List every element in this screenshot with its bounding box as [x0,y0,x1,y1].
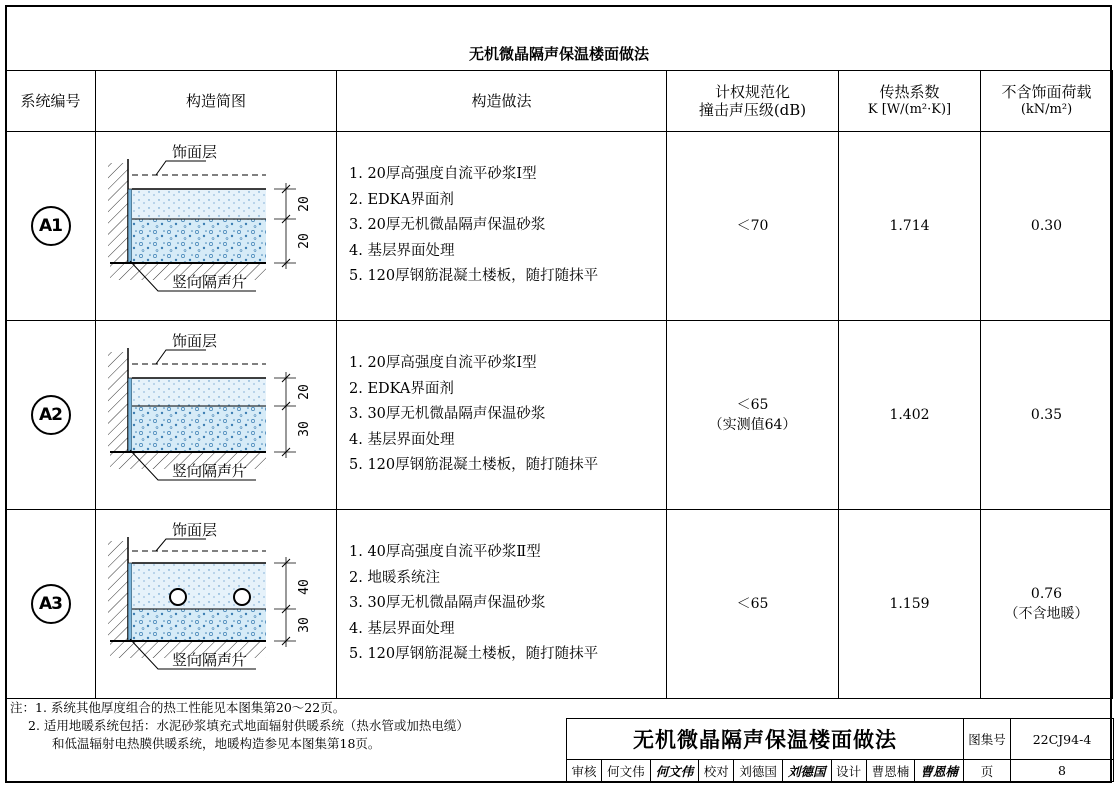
method-step: 5. 120厚钢筋混凝土楼板，随打随抹平 [349,268,599,285]
atlas-number: 22CJ94-4 [1011,719,1114,760]
dimension-top: 40 [297,579,312,595]
design-label: 设计 [831,760,866,782]
dimension-top: 20 [297,384,312,400]
method-step: 3. 20厚无机微晶隔声保温砂浆 [349,217,546,234]
method-step: 2. 地暖系统注 [349,569,440,586]
sound-value: ＜70 [736,218,769,234]
method-step: 3. 30厚无机微晶隔声保温砂浆 [349,406,546,423]
sound-value: ＜65 [736,397,769,413]
header-heat-line2: K [W/(m²·K)] [867,102,952,117]
header-heat [839,71,981,132]
load-note: （不含地暖） [1004,606,1089,622]
method-step: 4. 基层界面处理 [349,431,455,448]
notes [10,699,469,753]
heating-pipe-icon [170,589,186,605]
page-number: 8 [1011,760,1114,782]
section-diagram [96,510,337,699]
page-label: 页 [964,760,1011,782]
dimension-top: 20 [297,196,312,212]
method-step: 3. 30厚无机微晶隔声保温砂浆 [349,595,546,612]
method-step: 1. 20厚高强度自流平砂浆Ⅰ型 [349,355,537,372]
method-step: 2. EDKA界面剂 [349,380,454,397]
section-diagram [96,321,337,510]
header-diagram: 构造简图 [96,71,337,132]
sound-note: （实测值64） [708,417,797,433]
method-step: 5. 120厚钢筋混凝土楼板，随打随抹平 [349,457,599,474]
heating-pipe-icon [234,589,250,605]
table-title: 无机微晶隔声保温楼面做法 [6,36,1113,71]
note-line-2: 2. 适用地暖系统包括：水泥砂浆填充式地面辐射供暖系统（热水管或加热电缆） [28,718,469,733]
system-id-badge: A2 [31,395,71,435]
finish-layer-label: 饰面层 [172,521,218,539]
finish-layer-label: 饰面层 [172,332,218,350]
method-step: 2. EDKA界面剂 [349,191,454,208]
construction-table [5,36,1113,699]
dimension-bottom: 20 [297,233,312,249]
method-step: 4. 基层界面处理 [349,620,455,637]
header-method: 构造做法 [337,71,667,132]
title-block-title: 无机微晶隔声保温楼面做法 [567,719,964,760]
dimension-bottom: 30 [297,421,312,437]
header-sound-line2: 撞击声压级(dB) [698,101,807,119]
method-step: 1. 20厚高强度自流平砂浆Ⅰ型 [349,166,537,183]
load-value: 0.35 [1030,407,1063,423]
table-row [6,132,1113,321]
table-row [6,321,1113,510]
header-sound-line1: 计权规范化 [714,83,790,101]
sound-strip-label: 竖向隔声片 [172,462,248,480]
method-step: 1. 40厚高强度自流平砂浆Ⅱ型 [349,544,541,561]
atlas-label: 图集号 [964,719,1011,760]
heat-value: 1.402 [839,321,981,510]
method-step: 4. 基层界面处理 [349,242,455,259]
load-value: 0.76 [1030,586,1063,602]
finish-layer-label: 饰面层 [172,143,218,161]
designer-signature: 曹恩楠 [915,760,964,782]
load-value: 0.30 [1030,218,1063,234]
header-load [981,71,1113,132]
review-label: 审核 [567,760,602,782]
header-load-line2: (kN/m²) [1020,102,1073,117]
checker-signature: 刘德国 [782,760,831,782]
section-diagram [96,132,337,321]
header-heat-line1: 传热系数 [879,83,940,101]
system-id-badge: A3 [31,584,71,624]
sound-strip-label: 竖向隔声片 [172,651,248,669]
sound-strip-label: 竖向隔声片 [172,273,248,291]
system-id-badge: A1 [31,206,71,246]
reviewer-name: 何文伟 [602,760,651,782]
header-system-no: 系统编号 [6,71,96,132]
heat-value: 1.714 [839,132,981,321]
checker-name: 刘德国 [734,760,783,782]
header-load-line1: 不含饰面荷载 [1001,83,1092,101]
method-step: 5. 120厚钢筋混凝土楼板，随打随抹平 [349,646,599,663]
title-block [566,718,1114,782]
header-sound [667,71,839,132]
check-label: 校对 [699,760,734,782]
dimension-bottom: 30 [297,617,312,633]
reviewer-signature: 何文伟 [650,760,699,782]
designer-name: 曹恩楠 [866,760,915,782]
table-row [6,510,1113,699]
heat-value: 1.159 [839,510,981,699]
note-line-3: 和低温辐射电热膜供暖系统，地暖构造参见本图集第18页。 [52,736,381,751]
note-line-1: 注：1. 系统其他厚度组合的热工性能见本图集第20～22页。 [10,700,346,715]
sound-value: ＜65 [736,596,769,612]
